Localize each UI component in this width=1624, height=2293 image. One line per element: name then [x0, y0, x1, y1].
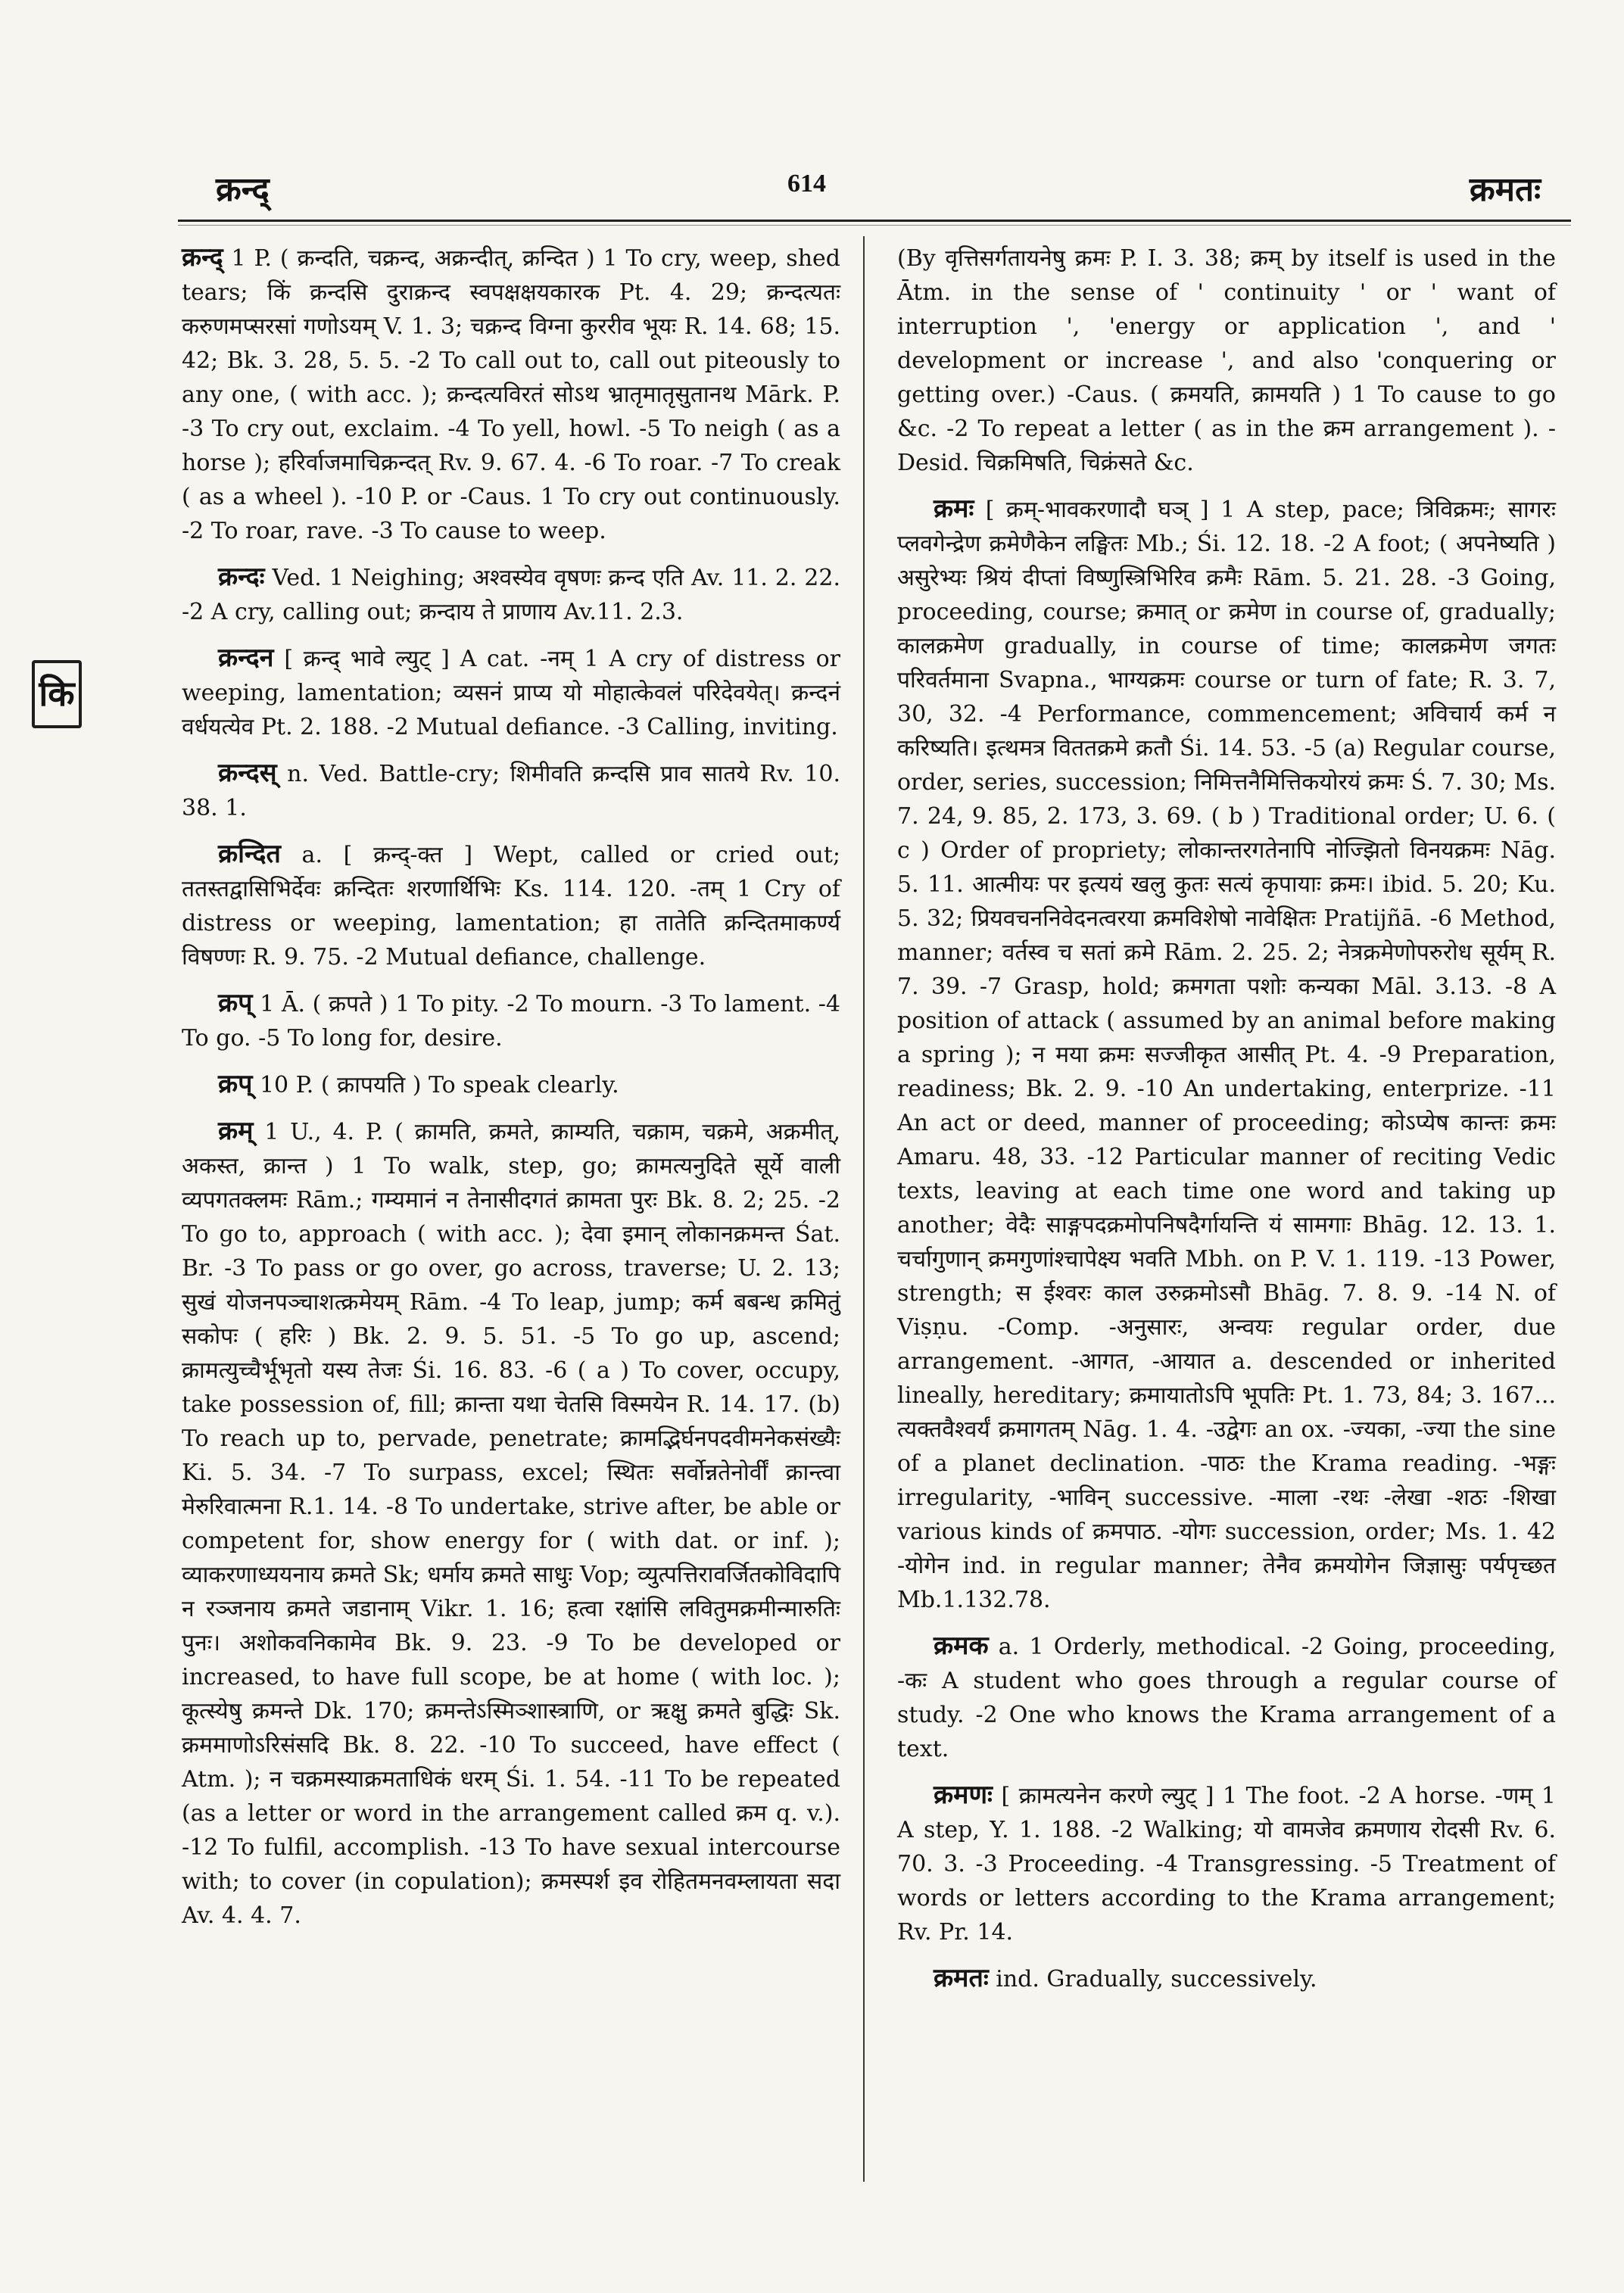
right-column [897, 241, 1556, 2008]
entry-headword: क्रमक [934, 1631, 989, 1661]
margin-stamp: कि [32, 660, 82, 728]
dictionary-entry [182, 1067, 840, 1102]
dictionary-entry [182, 641, 840, 744]
entry-definition: [ क्रम्-भावकरणादौ घञ् ] 1 A step, pace; त्रिविक्रमः; सागरः प्लवगेन्द्रेण क्रमेणैकेन लङ्घितः Mb.; Śi. 12. 18. -2 A foot; ( अपनेष्यति ) असुरेभ्यः श्रियं दीप्तां विष्णुस्त्रिभिरिव क्रमैः Rām. 5. 21. 28. -3 Going, proceeding, course; क्रमात् or क्रमेण in course of, gradually; कालक्रमेण gradually, in course of time; कालक्रमेण जगतः परिवर्तमाना Svapna., भाग्यक्रमः course or turn of fate; R. 3. 7, 30, 32. -4 Performance, commencement; अविचार्य कर्म न करिष्यति। इत्थमत्र विततक्रमे क्रतौ Śi. 14. 53. -5 (a) Regular course, order, series, succession; निमित्तनैमित्तिकयोरयं क्रमः Ś. 7. 30; Ms. 7. 24, 9. 85, 2. 173, 3. 69. ( b ) Traditional order; U. 6. ( c ) Order of propriety; लोकान्तरगतेनापि नोज्झितो विनयक्रमः Nāg. 5. 11. आत्मीयः पर इत्ययं खलु कुतः सत्यं कृपायाः क्रमः। ibid. 5. 20; Ku. 5. 32; प्रियवचननिवेदनत्वरया क्रमविशेषो नावेक्षितः Pratijñā. -6 Method, manner; वर्तस्व च सतां क्रमे Rām. 2. 25. 2; नेत्रक्रमेणोपरुरोध सूर्यम् R. 7. 39. -7 Grasp, hold; क्रमगता पशोः कन्यका Māl. 3.13. -8 A position of attack ( assumed by an animal before making a spring ); न मया क्रमः सज्जीकृत आसीत् Pt. 4. -9 Preparation, readiness; Bk. 2. 9. -10 An undertaking, enterprize. -11 An act or deed, manner of proceeding; कोऽप्येष कान्तः क्रमः Amaru. 48, 33. -12 Particular manner of reciting Vedic texts, leaving at each time one word and taking up another; वेदैः साङ्गपदक्रमोपनिषदैर्गायन्ति यं सामगाः Bhāg. 12. 13. 1. चर्चागुणान् क्रमगुणांश्चापेक्ष्य भवति Mbh. on P. V. 1. 119. -13 Power, strength; स ईश्वरः काल उरुक्रमोऽसौ Bhāg. 7. 8. 9. -14 N. of Viṣṇu. -Comp. -अनुसारः, अन्वयः regular order, due arrangement. -आगत, -आयात a. descended or inherited lineally, hereditary; क्रमायातोऽपि भूपतिः Pt. 1. 73, 84; 3. 167... त्यक्तवैश्वर्यं क्रमागतम् Nāg. 1. 4. -उद्वेगः an ox. -ज्यका, -ज्या the sine of a planet declination. -पाठः the Krama reading. -भङ्गः irregularity, -भाविन् successive. -माला -रथः -लेखा -शठः -शिखा various kinds of क्रमपाठ. -योगः succession, order; Ms. 1. 42 -योगेन ind. in regular manner; तेनैव क्रमयोगेन जिज्ञासुः पर्यपृच्छत Mb.1.132.78. [897, 497, 1556, 1613]
page-number: 614 [787, 170, 826, 198]
dictionary-entry [182, 756, 840, 825]
entry-definition: 1 P. ( क्रन्दति, चक्रन्द, अक्रन्दीत्, क्रन्दित ) 1 To cry, weep, shed tears; किं क्रन्दसि दुराक्रन्द स्वपक्षक्षयकारक Pt. 4. 29; क्रन्दत्यतः करुणमप्सरसां गणोऽयम् V. 1. 3; चक्रन्द विग्ना कुररीव भूयः R. 14. 68; 15. 42; Bk. 3. 28, 5. 5. -2 To call out to, call out piteously to any one, ( with acc. ); क्रन्दत्यविरतं सोऽथ भ्रातृमातृसुतानथ Mārk. P. -3 To cry out, exclaim. -4 To yell, howl. -5 To neigh ( as a horse ); हरिर्वाजमाचिक्रन्दत् Rv. 9. 67. 4. -6 To roar. -7 To creak ( as a wheel ). -10 P. or -Caus. 1 To cry out continuously. -2 To roar, rave. -3 To cause to weep. [182, 245, 840, 544]
entry-definition: Ved. 1 Neighing; अश्वस्येव वृषणः क्रन्द एति Av. 11. 2. 22. -2 A cry, calling out; क्रन्दाय ते प्राणाय Av.11. 2.3. [182, 565, 840, 625]
dictionary-entry [182, 837, 840, 974]
entry-definition: a. [ क्रन्द्-क्त ] Wept, called or cried out; ततस्तद्वासिभिर्देवः क्रन्दितः शरणार्थिभिः Ks. 114. 120. -तम् 1 Cry of distress or weeping, lamentation; हा तातेति क्रन्दितमाकर्ण्य विषण्णः R. 9. 75. -2 Mutual defiance, challenge. [182, 842, 840, 970]
entry-definition: 10 P. ( क्रापयति ) To speak clearly. [252, 1072, 619, 1098]
entry-headword: क्रप् [218, 988, 253, 1018]
entry-headword: क्रन्दः [218, 562, 265, 592]
entry-definition: 1 Ā. ( क्रपते ) 1 To pity. -2 To mourn. -3 To lament. -4 To go. -5 To long for, desire. [182, 991, 840, 1051]
entry-definition: n. Ved. Battle-cry; शिमीवति क्रन्दसि प्राव सातये Rv. 10. 38. 1. [182, 761, 840, 821]
dictionary-entry [897, 1961, 1556, 1996]
entry-headword: क्रमतः [934, 1963, 989, 1993]
entry-definition: (By वृत्तिसर्गतायनेषु क्रमः P. I. 3. 38; क्रम् by itself is used in the Ātm. in the sense of ' continuity ' or ' want of interruption ', 'energy or application ', and ' development or increase ', and also 'conquering or getting over.) -Caus. ( क्रमयति, क्रामयति ) 1 To cause to go &c. -2 To repeat a letter ( as in the क्रम arrangement ). -Desid. चिक्रमिषति, चिक्रंसते &c. [897, 245, 1556, 476]
left-column [182, 241, 840, 1945]
dictionary-entry [897, 1778, 1556, 1949]
entry-headword: क्रन्दस् [218, 758, 277, 788]
entry-definition: a. 1 Orderly, methodical. -2 Going, proceeding, -कः A student who goes through a regular course of study. -2 One who knows the Krama arrangement of a text. [897, 1634, 1556, 1762]
dictionary-entry [182, 986, 840, 1055]
entry-headword: क्रम् [218, 1116, 254, 1146]
header-rule-thin [178, 225, 1571, 226]
dictionary-entry [182, 241, 840, 548]
header-rule [178, 220, 1571, 222]
dictionary-entry [897, 492, 1556, 1617]
header-left-headword: क्रन्द् [216, 170, 270, 209]
dictionary-entry [897, 1629, 1556, 1766]
entry-definition: ind. Gradually, successively. [988, 1966, 1317, 1992]
entry-headword: क्रन्द् [182, 242, 223, 273]
entry-headword: क्रन्दित [218, 839, 281, 869]
entry-headword: क्रमणः [934, 1780, 993, 1810]
entry-definition: 1 U., 4. P. ( क्रामति, क्रमते, क्राम्यति, चक्राम, चक्रमे, अक्रमीत्, अकस्त, क्रान्त ) 1 To walk, step, go; क्रामत्यनुदिते सूर्ये वाली व्यपगतक्लमः Rām.; गम्यमानं न तेनासीदगतं क्रामता पुरः Bk. 8. 2; 25. -2 To go to, approach ( with acc. ); देवा इमान् लोकानक्रमन्त Śat. Br. -3 To pass or go over, go across, traverse; U. 2. 13; सुखं योजनपञ्चाशत्क्रमेयम् Rām. -4 To leap, jump; कर्म बबन्ध क्रमितुं सकोपः ( हरिः ) Bk. 2. 9. 5. 51. -5 To go up, ascend; क्रामत्युच्चैर्भूभृतो यस्य तेजः Śi. 16. 83. -6 ( a ) To cover, occupy, take possession of, fill; क्रान्ता यथा चेतसि विस्मयेन R. 14. 17. (b) To reach up to, pervade, penetrate; क्रामद्भिर्घनपदवीमनेकसंख्यैः Ki. 5. 34. -7 To surpass, excel; स्थितः सर्वोन्नतेनोर्वीं क्रान्त्वा मेरुरिवात्मना R.1. 14. -8 To undertake, strive after, be able or competent for, show energy for ( with dat. or inf. ); व्याकरणाध्ययनाय क्रमते Sk; धर्माय क्रमते साधुः Vop; व्युत्पत्तिरावर्जितकोविदापि न रञ्जनाय क्रमते जडानाम् Vikr. 1. 16; हत्वा रक्षांसि लवितुमक्रमीन्मारुतिः पुनः। अशोकवनिकामेव Bk. 9. 23. -9 To be developed or increased, to have full scope, be at home ( with loc. ); कूत्स्येषु क्रमन्ते Dk. 170; क्रमन्तेऽस्मिञ्शास्त्राणि, or ऋक्षु क्रमते बुद्धिः Sk. क्रममाणोऽरिसंसदि Bk. 8. 22. -10 To succeed, have effect ( Atm. ); न चक्रमस्याक्रमताधिकं धरम् Śi. 1. 54. -11 To be repeated (as a letter or word in the arrangement called क्रम q. v.). -12 To fulfil, accomplish. -13 To have sexual intercourse with; to cover (in copulation); क्रमस्पर्श इव रोहितमनवम्लायता सदा Av. 4. 4. 7. [182, 1119, 840, 1929]
dictionary-entry [182, 1114, 840, 1933]
dictionary-entry [897, 241, 1556, 480]
header-right-headword: क्रमतः [1469, 170, 1541, 209]
column-divider [863, 236, 865, 2182]
entry-headword: क्रन्दन [218, 643, 274, 673]
entry-definition: [ क्रामत्यनेन करणे ल्युट् ] 1 The foot. -2 A horse. -णम् 1 A step, Y. 1. 188. -2 Walking; यो वामजेव क्रमणाय रोदसी Rv. 6. 70. 3. -3 Proceeding. -4 Transgressing. -5 Treatment of words or letters according to the Krama arrangement; Rv. Pr. 14. [897, 1783, 1556, 1946]
entry-headword: क्रप् [218, 1069, 253, 1099]
entry-headword: क्रमः [934, 494, 974, 524]
dictionary-entry [182, 560, 840, 629]
entry-definition: [ क्रन्द् भावे ल्युट् ] A cat. -नम् 1 A cry of distress or weeping, lamentation; व्यसनं प्राप्य यो मोहात्केवलं परिदेवयेत्। क्रन्दनं वर्धयत्येव Pt. 2. 188. -2 Mutual defiance. -3 Calling, inviting. [182, 646, 840, 740]
